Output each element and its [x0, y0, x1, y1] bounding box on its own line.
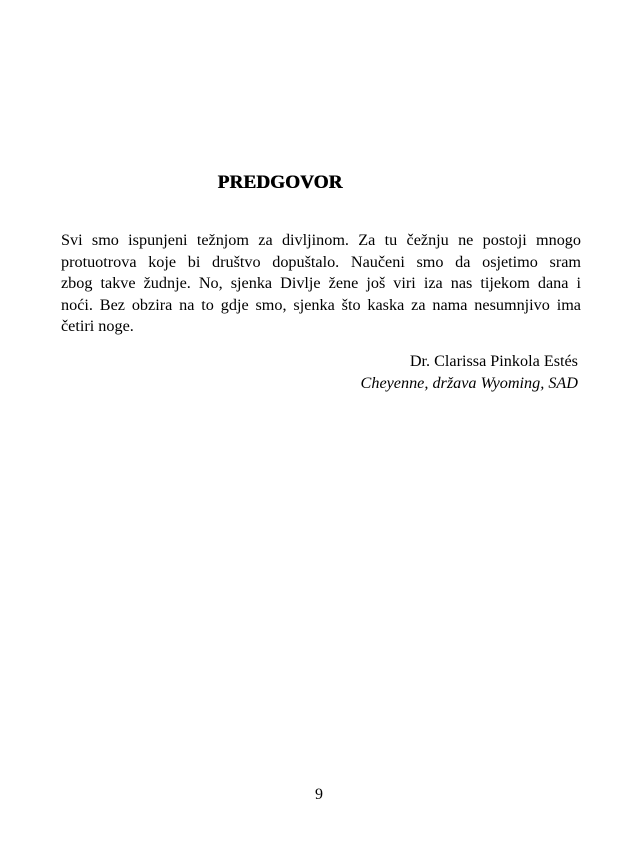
signature-block	[361, 350, 578, 394]
signature-location: Cheyenne, država Wyoming, SAD	[360, 374, 578, 392]
signature-author: Dr. Clarissa Pinkola Estés	[409, 352, 578, 370]
foreword-paragraph	[61, 230, 581, 338]
paragraph-line: četiri noge.	[61, 317, 134, 336]
page-number: 9	[315, 786, 323, 803]
paragraph-line: Svi smo ispunjeni težnjom za divljinom. Za tu čežnju ne postoji mnogo	[61, 231, 581, 249]
paragraph-line: zbog takve žudnje. No, sjenka Divlje žene još viri iza nas tijekom dana i	[61, 274, 581, 293]
paragraph-line: protuotrova koje bi društvo dopuštalo. Naučeni smo da osjetimo sram	[61, 252, 581, 271]
chapter-title: PREDGOVOR	[217, 172, 343, 193]
paragraph-line: noći. Bez obzira na to gdje smo, sjenka što kaska za nama nesumnjivo ima	[61, 295, 581, 314]
